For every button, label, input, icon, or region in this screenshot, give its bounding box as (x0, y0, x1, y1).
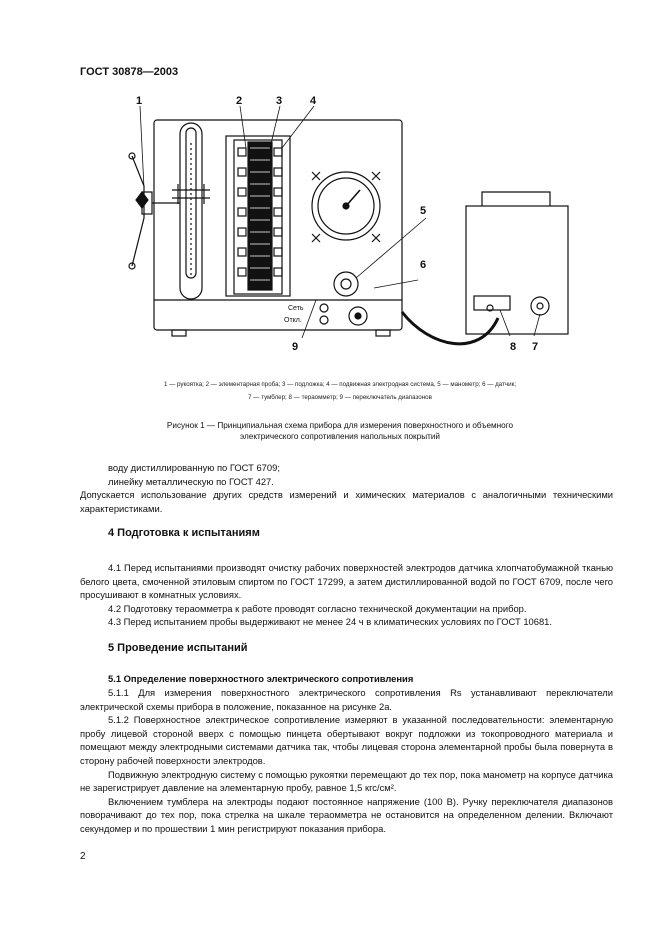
callout-5: 5 (420, 205, 427, 217)
subsection-5-1-heading: 5.1 Определение поверхностного электрического сопротивления (108, 673, 414, 684)
paragraph-5-1-3: Подвижную электродную систему с помощью рукоятки перемещают до тех пор, пока манометр на корпусе датчика не зарегистрирует давление на элементарную пробу, равное 1,5 кгс/см². (80, 768, 613, 794)
legend-line: 7 — тумблер; 8 — тераомметр; 9 — переключатель диапазонов (248, 394, 432, 401)
document-header: ГОСТ 30878—2003 (80, 66, 179, 78)
section-5-heading: 5 Проведение испытаний (108, 642, 248, 654)
teraohmmeter-display (474, 296, 510, 310)
intro-block (80, 461, 613, 515)
section-4-body (80, 561, 613, 629)
paragraph-4-1: 4.1 Перед испытаниями производят очистку рабочих поверхностей электродов датчика хлопчатобумажной тканью белого цвета, смоченной этиловым спиртом по ГОСТ 17299, а затем дистиллированной водой по ГОСТ 6709, после чего просушивают в комнатных условиях. (80, 562, 613, 601)
housing-foot-left (172, 330, 186, 336)
teraohmmeter-knob (531, 297, 549, 315)
switch-label-on: Сеть (288, 305, 304, 312)
callout-4: 4 (310, 95, 317, 107)
callout-7: 7 (532, 341, 539, 353)
paragraph-4-3: 4.3 Перед испытанием пробы выдерживают не менее 24 ч в климатических условиях по ГОСТ 10681. (108, 616, 552, 628)
caption-line: электрического сопротивления напольных покрытий (240, 432, 440, 441)
figure-legend (80, 378, 600, 404)
teraohmmeter-body (466, 206, 568, 334)
teraohmmeter-handle (482, 192, 550, 206)
housing-foot-right (376, 330, 390, 336)
callout-1: 1 (136, 95, 143, 107)
figure-caption (100, 420, 580, 442)
callout-9: 9 (292, 341, 299, 353)
callout-2: 2 (236, 95, 243, 107)
toggle-switch (320, 304, 328, 312)
callout-3: 3 (276, 95, 283, 107)
paragraph-4-2: 4.2 Подготовку тераомметра к работе проводят согласно технической документации на прибор. (108, 602, 527, 614)
intro-line: линейку металлическую по ГОСТ 427. (108, 475, 274, 487)
device-schematic-figure (80, 88, 600, 373)
paragraph-5-1-2: 5.1.2 Поверхностное электрическое сопротивление измеряют в указанной последовательности: элементарную пробу лицевой стороной вверх с помощью пинцета обертывают вокруг подложки из токопроводного материала и помещают между электродными системами датчика так, чтобы лицевая сторона элементарной пробы была повернута в сторону рабочей поверхности электродов. (80, 714, 613, 766)
caption-line: Рисунок 1 — Принципиальная схема прибора для измерения поверхностного и объемного (166, 421, 514, 430)
intro-paragraph: Допускается использование других средств измерений и химических материалов с аналогичными техническими характеристиками. (80, 489, 613, 514)
range-selector-knob (334, 272, 358, 296)
paragraph-5-1-1: 5.1.1 Для измерения поверхностного электрического сопротивления Rs устанавливают переключатели электрической схемы прибора в положение, показанное на рисунке 2а. (80, 687, 613, 712)
paragraph-5-1-4: Включением тумблера на электроды подают постоянное напряжение (100 В). Ручку переключателя диапазонов поворачивают до тех пор, пока стрелка на шкале тераомметра не остановится на определенном делении. Включают секундомер и по прошествии 1 мин регистрируют показания прибора. (80, 795, 613, 834)
intro-line: воду дистиллированную по ГОСТ 6709; (108, 462, 280, 473)
switch-label-off: Откл. (284, 317, 302, 324)
section-4-heading: 4 Подготовка к испытаниям (108, 527, 260, 539)
connection-cable (402, 312, 498, 344)
section-5-body (80, 686, 613, 836)
callout-8: 8 (510, 341, 517, 353)
legend-line: 1 — рукоятка; 2 — элементарная проба; 3 — подложка; 4 — подвижная электродная система, 5 — манометр; 6 — датчик; (163, 381, 517, 388)
page-number: 2 (80, 851, 86, 862)
callout-6: 6 (420, 259, 427, 271)
